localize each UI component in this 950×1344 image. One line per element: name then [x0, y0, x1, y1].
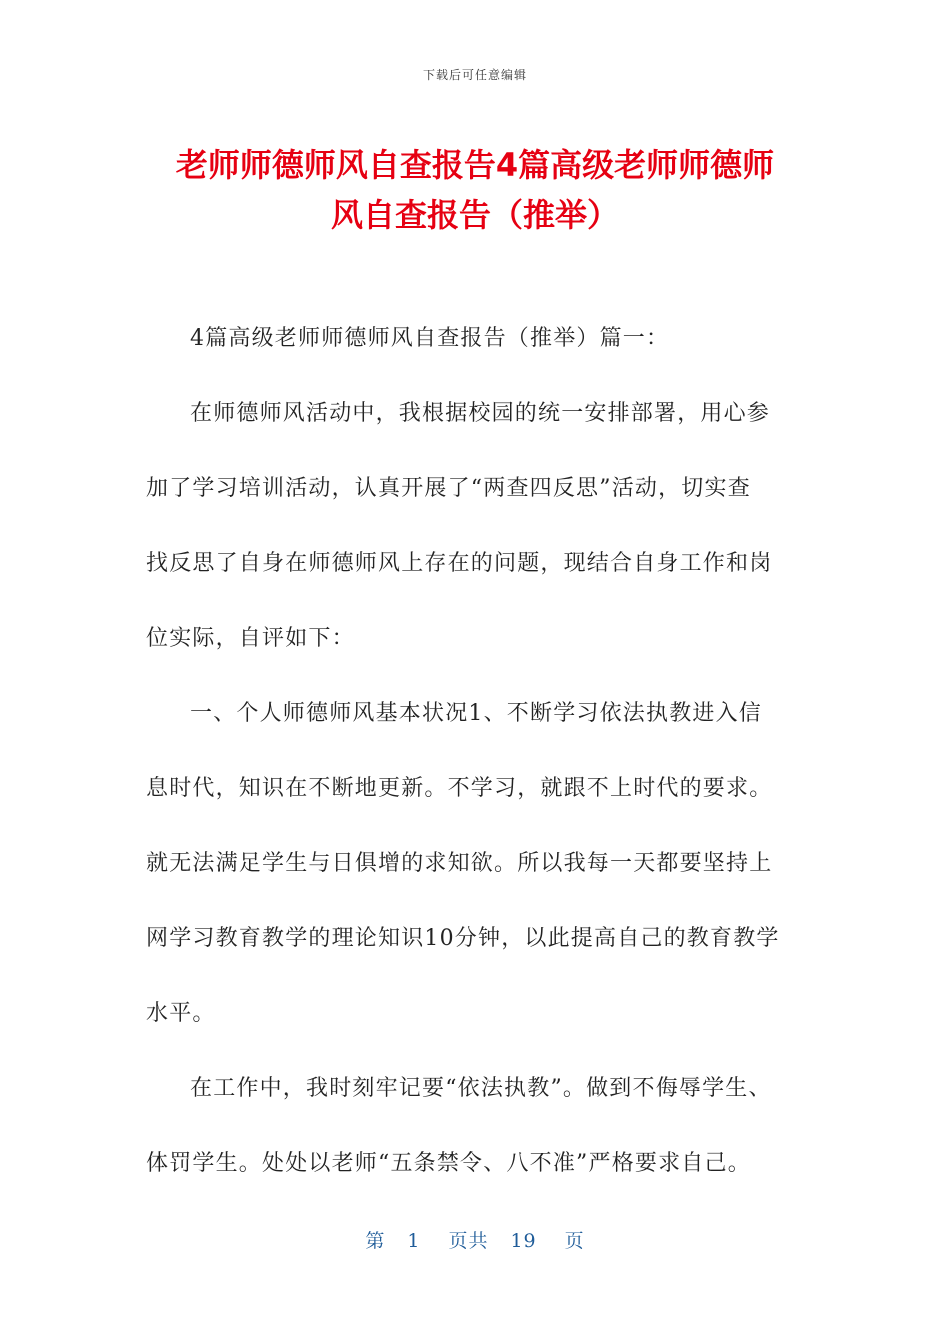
paragraph-line: 4篇高级老师师德师风自查报告（推举）篇一： [190, 326, 670, 351]
paragraph-1 [146, 320, 806, 358]
paragraph-line: 加了学习培训活动，认真开展了“两查四反思”活动，切实查 [146, 476, 751, 501]
document-body [146, 320, 806, 1220]
total-pages-number: 19 [510, 1230, 537, 1252]
paragraph-line: 息时代，知识在不断地更新。不学习，就跟不上时代的要求。 [146, 776, 773, 801]
paragraph-line: 在工作中，我时刻牢记要“依法执教”。做到不侮辱学生、 [190, 1076, 772, 1101]
footer-suffix: 页 [564, 1230, 585, 1252]
paragraph-line: 位实际，自评如下： [146, 626, 355, 651]
paragraph-line: 体罚学生。处处以老师“五条禁令、八不准”严格要求自己。 [146, 1151, 751, 1176]
paragraph-line: 就无法满足学生与日俱增的求知欲。所以我每一天都要坚持上 [146, 851, 773, 876]
current-page-number: 1 [407, 1230, 421, 1252]
paragraph-line: 网学习教育教学的理论知识10分钟，以此提高自己的教育教学 [146, 926, 780, 951]
page-number-footer [0, 1226, 950, 1253]
paragraph-4 [146, 1070, 806, 1183]
paragraph-line: 在师德师风活动中，我根据校园的统一安排部署，用心参 [190, 401, 771, 426]
paragraph-line: 水平。 [146, 1001, 216, 1026]
download-editable-note: 下载后可任意编辑 [422, 68, 527, 82]
paragraph-3 [146, 695, 806, 1033]
paragraph-line: 一、个人师德师风基本状况1、不断学习依法执教进入信 [190, 701, 762, 726]
paragraph-2 [146, 395, 806, 658]
footer-middle: 页共 [448, 1230, 489, 1252]
document-title-line-2: 风自查报告（推举） [330, 196, 619, 234]
document-title [100, 140, 850, 240]
footer-prefix: 第 [365, 1230, 386, 1252]
paragraph-line: 找反思了自身在师德师风上存在的问题，现结合自身工作和岗 [146, 551, 773, 576]
document-title-line-1: 老师师德师风自查报告4篇高级老师师德师 [175, 146, 775, 184]
